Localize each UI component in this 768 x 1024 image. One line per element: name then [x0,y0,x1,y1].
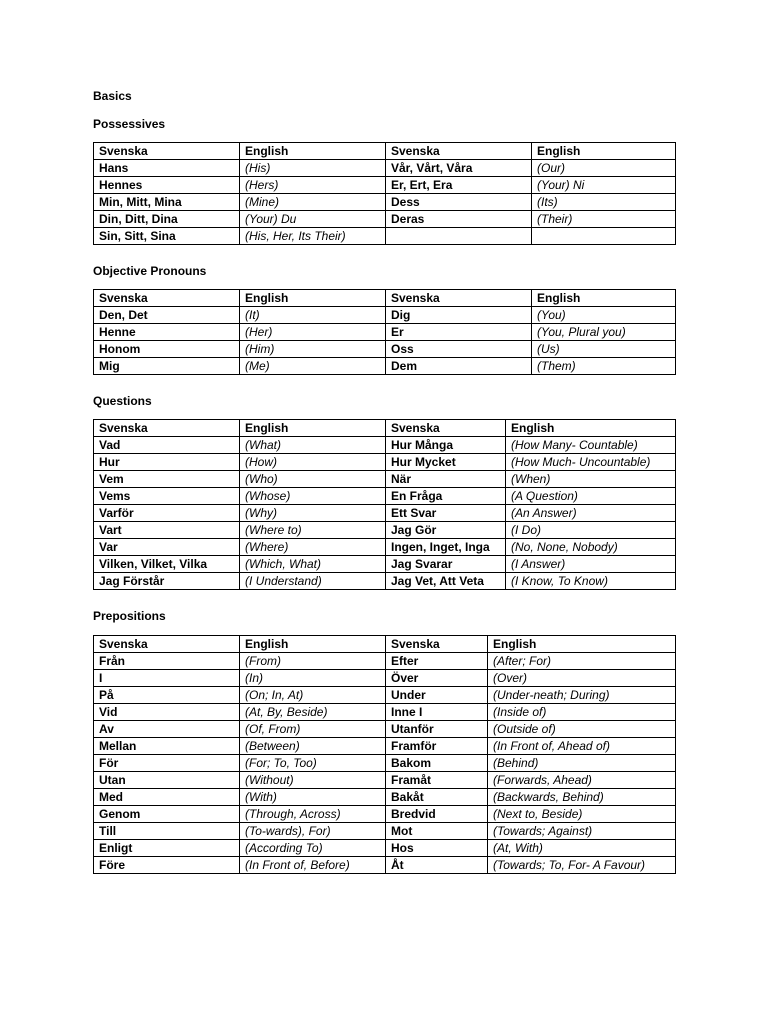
english-cell: (At, With) [488,840,676,857]
english-cell: (Without) [240,772,386,789]
column-header: English [532,143,676,160]
svenska-cell: Jag Förstår [94,573,240,590]
column-header: Svenska [386,420,506,437]
english-cell: (How Much- Uncountable) [506,454,676,471]
table-row [94,738,676,755]
english-cell: (For; To, Too) [240,755,386,772]
english-cell: (Why) [240,505,386,522]
english-cell: (Your) Ni [532,177,676,194]
english-cell: (Hers) [240,177,386,194]
svenska-cell: Henne [94,324,240,341]
english-cell: (At, By, Beside) [240,704,386,721]
section-heading-questions: Questions [93,394,152,408]
english-cell: (Her) [240,324,386,341]
english-cell: (Forwards, Ahead) [488,772,676,789]
table-row [94,228,676,245]
svenska-cell: Oss [386,341,532,358]
table-row [94,573,676,590]
table-row [94,160,676,177]
english-cell: (Under-neath; During) [488,687,676,704]
english-cell: (I Answer) [506,556,676,573]
english-cell: (Me) [240,358,386,375]
table-row [94,341,676,358]
objective-pronouns-table-body [94,290,676,375]
table-row [94,556,676,573]
svenska-cell: Vems [94,488,240,505]
column-header: English [506,420,676,437]
svenska-cell: När [386,471,506,488]
english-cell: (Us) [532,341,676,358]
column-header: English [240,290,386,307]
table-row [94,806,676,823]
questions-table [93,419,676,590]
column-header: Svenska [94,420,240,437]
column-header: English [240,636,386,653]
svenska-cell: Varför [94,505,240,522]
table-header-row [94,143,676,160]
english-cell: (You, Plural you) [532,324,676,341]
english-cell: (After; For) [488,653,676,670]
possessives-table [93,142,676,245]
svenska-cell: Under [386,687,488,704]
english-cell [532,228,676,245]
english-cell: (In) [240,670,386,687]
svenska-cell: En Fråga [386,488,506,505]
svenska-cell: Dem [386,358,532,375]
english-cell: (Through, Across) [240,806,386,823]
table-row [94,823,676,840]
svenska-cell: Hur Många [386,437,506,454]
svenska-cell: Vilken, Vilket, Vilka [94,556,240,573]
table-row [94,670,676,687]
svenska-cell [386,228,532,245]
english-cell: (Towards; To, For- A Favour) [488,857,676,874]
column-header: English [532,290,676,307]
table-row [94,755,676,772]
svenska-cell: Bakåt [386,789,488,806]
table-row [94,840,676,857]
table-header-row [94,290,676,307]
svenska-cell: Utanför [386,721,488,738]
table-row [94,505,676,522]
english-cell: (An Answer) [506,505,676,522]
prepositions-table [93,635,676,874]
english-cell: (Behind) [488,755,676,772]
svenska-cell: Var [94,539,240,556]
table-row [94,307,676,324]
section-heading-prepositions: Prepositions [93,609,166,623]
svenska-cell: Med [94,789,240,806]
svenska-cell: Efter [386,653,488,670]
svenska-cell: Hur [94,454,240,471]
english-cell: (I Know, To Know) [506,573,676,590]
svenska-cell: Er [386,324,532,341]
svenska-cell: Framför [386,738,488,755]
english-cell: (Over) [488,670,676,687]
svenska-cell: Framåt [386,772,488,789]
english-cell: (Their) [532,211,676,228]
english-cell: (On; In, At) [240,687,386,704]
english-cell: (To-wards), For) [240,823,386,840]
table-header-row [94,420,676,437]
table-row [94,789,676,806]
svenska-cell: Hennes [94,177,240,194]
english-cell: (Its) [532,194,676,211]
objective-pronouns-table [93,289,676,375]
svenska-cell: Dig [386,307,532,324]
english-cell: (No, None, Nobody) [506,539,676,556]
english-cell: (Between) [240,738,386,755]
possessives-table-body [94,143,676,245]
english-cell: (I Do) [506,522,676,539]
english-cell: (Which, What) [240,556,386,573]
english-cell: (Outside of) [488,721,676,738]
english-cell: (His, Her, Its Their) [240,228,386,245]
english-cell: (Mine) [240,194,386,211]
english-cell: (In Front of, Before) [240,857,386,874]
english-cell: (What) [240,437,386,454]
table-row [94,194,676,211]
document-title: Basics [93,89,132,103]
english-cell: (From) [240,653,386,670]
svenska-cell: Över [386,670,488,687]
questions-table-body [94,420,676,590]
table-row [94,772,676,789]
table-row [94,471,676,488]
svenska-cell: Min, Mitt, Mina [94,194,240,211]
column-header: Svenska [94,290,240,307]
english-cell: (Your) Du [240,211,386,228]
english-cell: (It) [240,307,386,324]
column-header: English [240,420,386,437]
column-header: Svenska [386,290,532,307]
svenska-cell: Er, Ert, Era [386,177,532,194]
table-header-row [94,636,676,653]
svenska-cell: Hans [94,160,240,177]
english-cell: (Him) [240,341,386,358]
svenska-cell: Bredvid [386,806,488,823]
english-cell: (With) [240,789,386,806]
table-row [94,358,676,375]
svenska-cell: Mig [94,358,240,375]
svenska-cell: Deras [386,211,532,228]
svenska-cell: Från [94,653,240,670]
table-row [94,721,676,738]
english-cell: (Towards; Against) [488,823,676,840]
svenska-cell: På [94,687,240,704]
svenska-cell: Hos [386,840,488,857]
english-cell: (His) [240,160,386,177]
table-row [94,454,676,471]
table-row [94,211,676,228]
english-cell: (How Many- Countable) [506,437,676,454]
table-row [94,324,676,341]
svenska-cell: Utan [94,772,240,789]
column-header: Svenska [386,143,532,160]
table-row [94,488,676,505]
column-header: Svenska [94,636,240,653]
english-cell: (Who) [240,471,386,488]
english-cell: (Where) [240,539,386,556]
svenska-cell: Jag Svarar [386,556,506,573]
svenska-cell: Jag Gör [386,522,506,539]
column-header: Svenska [386,636,488,653]
english-cell: (In Front of, Ahead of) [488,738,676,755]
svenska-cell: Bakom [386,755,488,772]
svenska-cell: I [94,670,240,687]
svenska-cell: Vad [94,437,240,454]
table-row [94,687,676,704]
svenska-cell: Enligt [94,840,240,857]
english-cell: (Next to, Beside) [488,806,676,823]
svenska-cell: Av [94,721,240,738]
svenska-cell: Vart [94,522,240,539]
prepositions-table-body [94,636,676,874]
svenska-cell: Ett Svar [386,505,506,522]
svenska-cell: Vid [94,704,240,721]
svenska-cell: Mot [386,823,488,840]
section-heading-objective-pronouns: Objective Pronouns [93,264,207,278]
english-cell: (Where to) [240,522,386,539]
table-row [94,437,676,454]
svenska-cell: Jag Vet, Att Veta [386,573,506,590]
svenska-cell: Dess [386,194,532,211]
section-heading-possessives: Possessives [93,117,166,131]
english-cell: (How) [240,454,386,471]
svenska-cell: Vår, Vårt, Våra [386,160,532,177]
svenska-cell: För [94,755,240,772]
english-cell: (You) [532,307,676,324]
english-cell: (Backwards, Behind) [488,789,676,806]
table-row [94,857,676,874]
english-cell: (Whose) [240,488,386,505]
svenska-cell: Hur Mycket [386,454,506,471]
svenska-cell: Åt [386,857,488,874]
svenska-cell: Din, Ditt, Dina [94,211,240,228]
svenska-cell: Mellan [94,738,240,755]
english-cell: (According To) [240,840,386,857]
svenska-cell: Genom [94,806,240,823]
english-cell: (Our) [532,160,676,177]
svenska-cell: Den, Det [94,307,240,324]
svenska-cell: Före [94,857,240,874]
svenska-cell: Till [94,823,240,840]
english-cell: (Inside of) [488,704,676,721]
english-cell: (Of, From) [240,721,386,738]
column-header: English [488,636,676,653]
svenska-cell: Inne I [386,704,488,721]
column-header: Svenska [94,143,240,160]
svenska-cell: Sin, Sitt, Sina [94,228,240,245]
english-cell: (A Question) [506,488,676,505]
table-row [94,522,676,539]
svenska-cell: Honom [94,341,240,358]
table-row [94,704,676,721]
table-row [94,177,676,194]
svenska-cell: Vem [94,471,240,488]
column-header: English [240,143,386,160]
table-row [94,539,676,556]
english-cell: (Them) [532,358,676,375]
english-cell: (When) [506,471,676,488]
english-cell: (I Understand) [240,573,386,590]
svenska-cell: Ingen, Inget, Inga [386,539,506,556]
table-row [94,653,676,670]
